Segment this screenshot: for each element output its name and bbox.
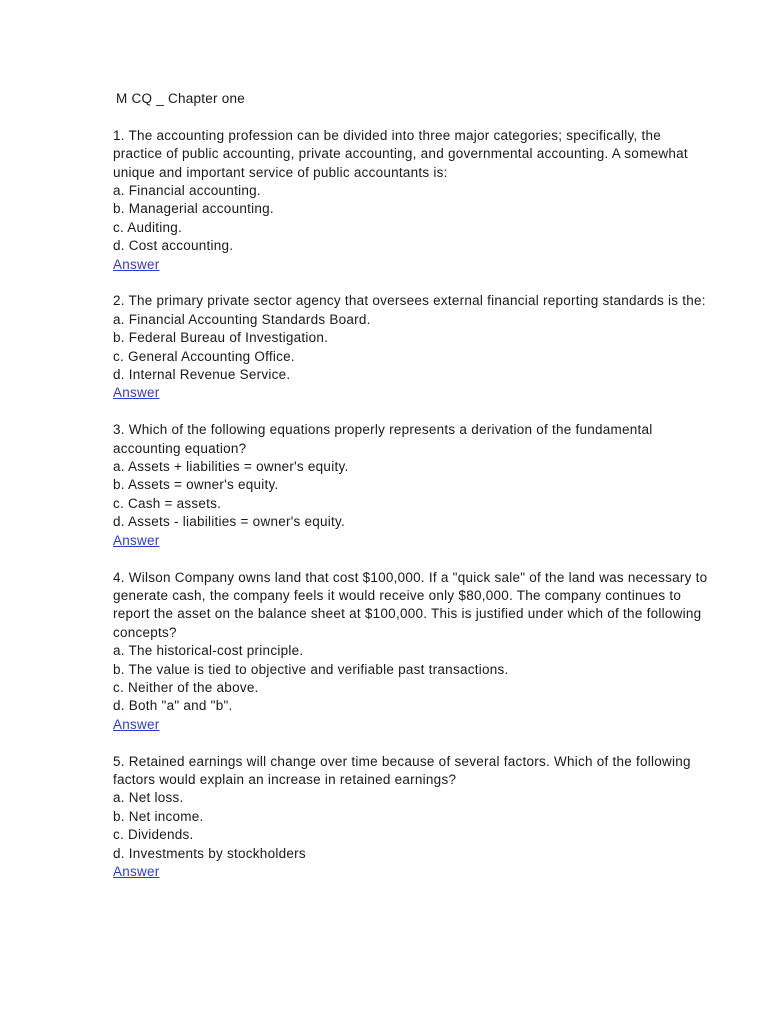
option-b: b. Federal Bureau of Investigation.	[113, 330, 329, 346]
document-page	[113, 90, 713, 900]
answer-link-4[interactable]: Answer	[113, 716, 160, 732]
option-d: d. Cost accounting.	[113, 238, 234, 254]
question-4	[113, 569, 713, 735]
option-b: b. The value is tied to objective and verifiable past transactions.	[113, 661, 509, 677]
option-a: a. Financial accounting.	[113, 183, 261, 199]
question-2	[113, 292, 713, 402]
option-d: d. Assets - liabilities = owner's equity.	[113, 514, 346, 530]
option-a: a. Financial Accounting Standards Board.	[113, 311, 371, 327]
question-stem: 3. Which of the following equations properly represents a derivation of the fundamental accounting equation?	[113, 422, 653, 456]
option-c: c. Dividends.	[113, 827, 194, 843]
document-title: M CQ _ Chapter one	[116, 91, 246, 106]
answer-link-2[interactable]: Answer	[113, 385, 160, 401]
option-c: c. Auditing.	[113, 219, 183, 235]
option-b: b. Net income.	[113, 808, 204, 824]
option-d: d. Investments by stockholders	[113, 845, 306, 861]
option-c: c. General Accounting Office.	[113, 348, 295, 364]
question-stem: 5. Retained earnings will change over time because of several factors. Which of the following factors would explain an increase in retained earnings?	[113, 753, 691, 787]
option-d: d. Internal Revenue Service.	[113, 367, 291, 383]
question-5	[113, 753, 713, 882]
answer-link-3[interactable]: Answer	[113, 532, 160, 548]
option-a: a. The historical-cost principle.	[113, 643, 304, 659]
option-b: b. Managerial accounting.	[113, 201, 274, 217]
question-stem: 4. Wilson Company owns land that cost $100,000. If a "quick sale" of the land was necessary to generate cash, the company feels it would receive only $80,000. The company continues to report the asset on the balance sheet at $100,000. This is justified under which of the following concepts?	[113, 569, 708, 640]
question-1	[113, 127, 713, 274]
option-a: a. Net loss.	[113, 790, 184, 806]
option-c: c. Cash = assets.	[113, 495, 222, 511]
option-c: c. Neither of the above.	[113, 679, 259, 695]
question-stem: 1. The accounting profession can be divided into three major categories; specifically, the practice of public accounting, private accounting, and governmental accounting. A somewhat unique and important service of public accountants is:	[113, 127, 688, 180]
answer-link-5[interactable]: Answer	[113, 863, 160, 879]
option-a: a. Assets + liabilities = owner's equity.	[113, 459, 349, 475]
question-3	[113, 421, 713, 550]
option-d: d. Both "a" and "b".	[113, 698, 233, 714]
answer-link-1[interactable]: Answer	[113, 256, 160, 272]
question-stem: 2. The primary private sector agency that oversees external financial reporting standards is the:	[113, 293, 706, 309]
option-b: b. Assets = owner's equity.	[113, 477, 279, 493]
